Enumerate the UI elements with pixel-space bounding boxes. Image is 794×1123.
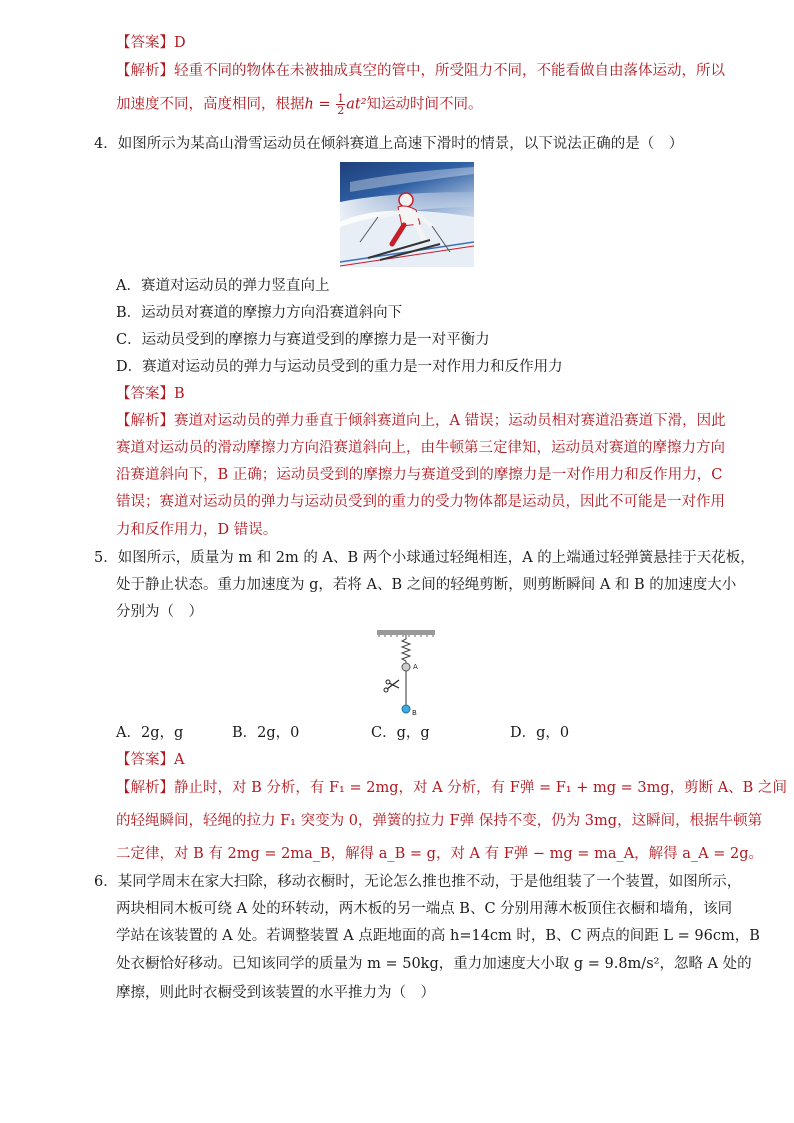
q5-option-c: C．g，g bbox=[371, 725, 430, 741]
q4-analysis-line-4: 错误；赛道对运动员的弹力与运动员受到的重力的受力物体都是运动员，因此不可能是一对作用 bbox=[116, 494, 725, 510]
answer-value: B bbox=[174, 386, 185, 402]
q3-answer bbox=[116, 33, 186, 53]
q5-stem-line-2: 处于静止状态。重力加速度为 g，若将 A、B 之间的轻绳剪断，则剪断瞬间 A 和 B 的加速度大小 bbox=[116, 577, 737, 593]
analysis-label: 【解析】 bbox=[116, 413, 174, 429]
analysis-label: 【解析】 bbox=[116, 63, 174, 79]
skier-photo bbox=[340, 162, 474, 267]
q4-answer bbox=[116, 384, 185, 404]
q5-stem-line-3: 分别为（ ） bbox=[116, 604, 203, 620]
ball-b bbox=[402, 705, 410, 713]
analysis-text: 知运动时间不同。 bbox=[366, 96, 483, 113]
ball-a bbox=[402, 663, 410, 671]
q4-option-b: B．运动员对赛道的摩擦力方向沿赛道斜向下 bbox=[116, 305, 403, 321]
q6-stem-line-2: 两块相同木板可绕 A 处的环转动，两木板的另一端点 B、C 分别用薄木板顶住衣橱和墙角，该同 bbox=[116, 901, 733, 917]
q4-option-a: A．赛道对运动员的弹力竖直向上 bbox=[116, 278, 330, 294]
label-a: A bbox=[413, 663, 418, 671]
ceiling bbox=[377, 630, 435, 635]
spring-diagram bbox=[375, 628, 445, 718]
q4-analysis-line-1 bbox=[116, 411, 726, 431]
q6-stem-line-5: 摩擦，则此时衣橱受到该装置的水平推力为（ ） bbox=[116, 985, 435, 1001]
q3-analysis-line-2 bbox=[116, 93, 483, 116]
skier-illustration bbox=[340, 162, 474, 267]
formula-lhs: h bbox=[304, 96, 314, 113]
q3-analysis-line-1 bbox=[116, 61, 725, 81]
q4-stem: 4．如图所示为某高山滑雪运动员在倾斜赛道上高速下滑时的情景，以下说法正确的是（ ） bbox=[94, 136, 684, 152]
answer-label: 【答案】 bbox=[116, 386, 174, 402]
analysis-text: 静止时，对 B 分析，有 F₁ = 2mg，对 A 分析，有 F弹 = F₁ + mg = 3mg，剪断 A、B 之间 bbox=[174, 780, 787, 796]
analysis-label: 【解析】 bbox=[116, 780, 174, 796]
q5-analysis-line-3: 二定律，对 B 有 2mg = 2ma_B，解得 a_B = g，对 A 有 F弹 − mg = ma_A，解得 a_A = 2g。 bbox=[116, 846, 764, 862]
q5-option-b: B．2g，0 bbox=[232, 725, 300, 741]
q6-stem-line-1: 6．某同学周末在家大扫除，移动衣橱时，无论怎么推也推不动，于是他组装了一个装置，如图所示， bbox=[94, 874, 742, 890]
answer-value: D bbox=[174, 35, 186, 51]
analysis-text: 赛道对运动员的弹力垂直于倾斜赛道向上，A 错误；运动员相对赛道沿赛道下滑，因此 bbox=[174, 413, 726, 429]
scissors-icon bbox=[384, 680, 399, 692]
q5-analysis-line-1 bbox=[116, 778, 787, 798]
q5-option-d: D．g，0 bbox=[510, 725, 570, 741]
q6-stem-line-3: 学站在该装置的 A 处。若调整装置 A 点距地面的高 h=14cm 时，B、C 两点的间距 L = 96cm，B bbox=[116, 928, 760, 944]
analysis-text: 加速度不同，高度相同，根据 bbox=[116, 96, 305, 113]
spring bbox=[402, 635, 410, 663]
q4-option-c: C．运动员受到的摩擦力与赛道受到的摩擦力是一对平衡力 bbox=[116, 332, 490, 348]
q6-stem-line-4: 处衣橱恰好移动。已知该同学的质量为 m = 50kg，重力加速度大小取 g = 9.8m/s²，忽略 A 处的 bbox=[116, 956, 752, 972]
q4-option-d: D．赛道对运动员的弹力与运动员受到的重力是一对作用力和反作用力 bbox=[116, 359, 563, 375]
formula-rhs: at² bbox=[346, 96, 367, 113]
fraction-denominator: 2 bbox=[337, 104, 345, 117]
analysis-text: 轻重不同的物体在未被抽成真空的管中，所受阻力不同，不能看做自由落体运动，所以 bbox=[174, 63, 725, 79]
q5-answer bbox=[116, 750, 184, 770]
q5-option-a: A．2g，g bbox=[116, 725, 184, 741]
label-b: B bbox=[412, 709, 417, 717]
answer-label: 【答案】 bbox=[116, 752, 174, 768]
q4-analysis-line-3: 沿赛道斜向下，B 正确；运动员受到的摩擦力与赛道受到的摩擦力是一对作用力和反作用力，C bbox=[116, 467, 723, 483]
q4-analysis-line-2: 赛道对运动员的滑动摩擦力方向沿赛道斜向上，由牛顿第三定律知，运动员对赛道的摩擦力方向 bbox=[116, 440, 725, 456]
formula-eq: = bbox=[313, 96, 336, 113]
formula-fraction bbox=[336, 93, 345, 116]
q4-analysis-line-5: 力和反作用力，D 错误。 bbox=[116, 522, 278, 538]
q5-stem-line-1: 5．如图所示，质量为 m 和 2m 的 A、B 两个小球通过轻绳相连，A 的上端通过轻弹簧悬挂于天花板， bbox=[94, 550, 755, 566]
answer-label: 【答案】 bbox=[116, 35, 174, 51]
fraction-numerator: 1 bbox=[337, 92, 345, 105]
q5-analysis-line-2: 的轻绳瞬间，轻绳的拉力 F₁ 突变为 0，弹簧的拉力 F弹 保持不变，仍为 3mg，这瞬间，根据牛顿第 bbox=[116, 813, 763, 829]
spring-ball-diagram bbox=[375, 628, 445, 718]
answer-value: A bbox=[174, 752, 185, 768]
